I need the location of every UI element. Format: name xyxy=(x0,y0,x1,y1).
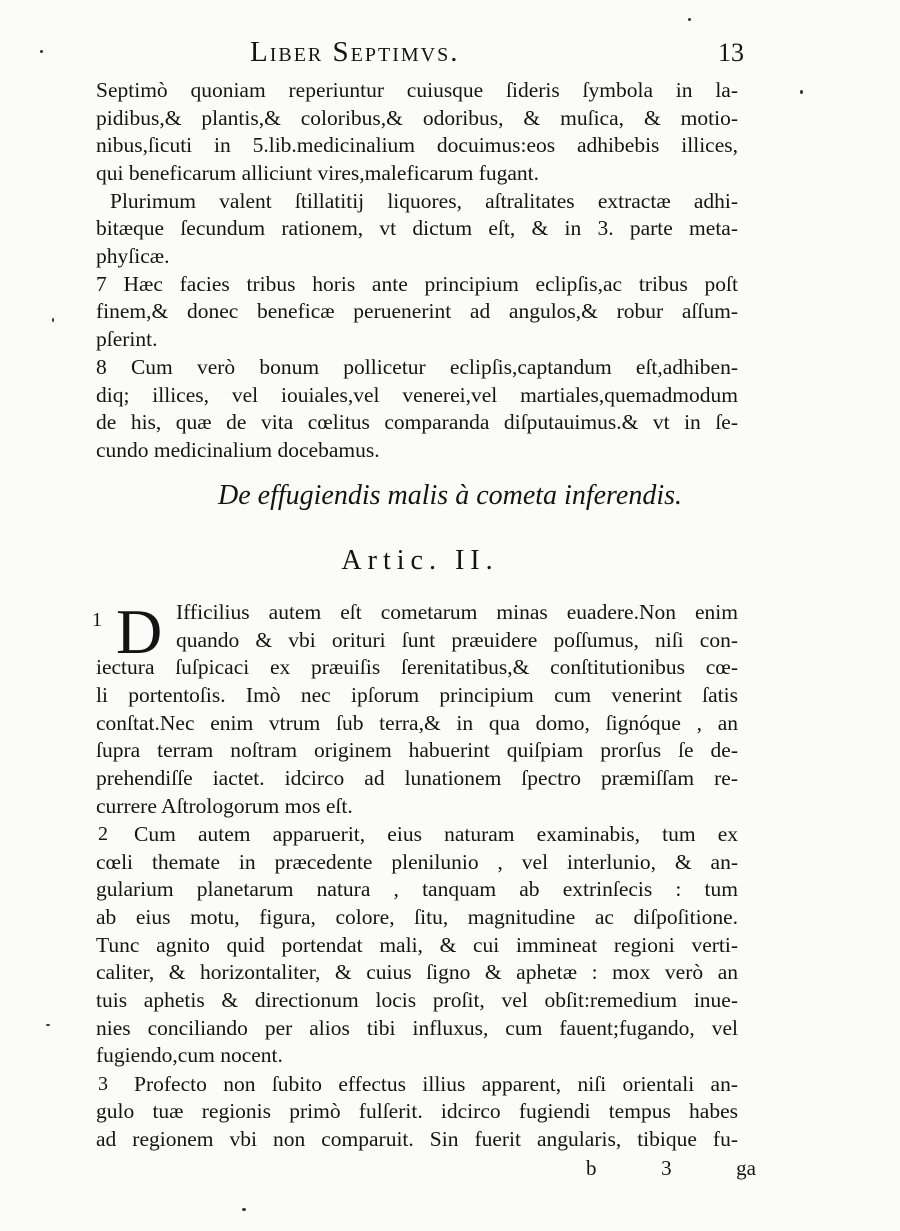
article-heading: Artic. II. xyxy=(341,545,499,576)
ink-speck xyxy=(40,50,43,53)
ink-speck xyxy=(52,318,54,322)
text-line: finem,& donec beneficæ peruenerint ad angulos,& robur aſſum- xyxy=(96,299,738,323)
text-line: gularium planetarum natura , tanquam ab extrinſecis : tum xyxy=(96,877,738,901)
text-line: gulo tuæ regionis primò fulſerit. idcirco fugiendi tempus habes xyxy=(96,1099,738,1123)
text-line: caliter, & horizontaliter, & cuius ſigno & aphetæ : mox verò an xyxy=(96,960,738,984)
section-title: De effugiendis malis à cometa inferendis. xyxy=(218,480,682,511)
text-line: fugiendo,cum nocent. xyxy=(96,1043,283,1067)
text-line: de his, quæ de vita cœlitus comparanda diſputauimus.& vt in ſe- xyxy=(96,410,738,434)
text-line: pſerint. xyxy=(96,327,158,351)
text-line: pidibus,& plantis,& coloribus,& odoribus, & muſica, & motio- xyxy=(96,106,738,130)
text-line: Septimò quoniam reperiuntur cuiusque ſideris ſymbola in la- xyxy=(96,78,738,102)
signature-number: 3 xyxy=(661,1156,672,1180)
text-line: nibus,ſicuti in 5.lib.medicinalium docuimus:eos adhibebis illices, xyxy=(96,133,738,157)
text-line: 8 Cum verò bonum pollicetur eclipſis,captandum eſt,adhiben- xyxy=(96,355,738,379)
footer-signature xyxy=(586,1156,756,1181)
running-title: Liber Septimvs. xyxy=(250,36,460,68)
paragraph-number: 3 xyxy=(98,1073,108,1095)
text-line: 7 Hæc facies tribus horis ante principium eclipſis,ac tribus poſt xyxy=(96,272,738,296)
drop-cap: D xyxy=(116,596,163,667)
text-line: li portentoſis. Imò nec ipſorum principium cum venerint ſatis xyxy=(96,683,738,707)
ink-speck xyxy=(688,18,691,21)
page-number: 13 xyxy=(718,38,744,67)
text-line: Ifficilius autem eſt cometarum minas euadere.Non enim xyxy=(176,600,738,624)
text-line: prehendiſſe iactet. idcirco ad lunationem ſpectro præmiſſam re- xyxy=(96,766,738,790)
text-line: Plurimum valent ſtillatitij liquores, aſtralitates extractæ adhi- xyxy=(110,189,738,213)
text-line: nies conciliando per alios tibi influxus, cum fauent;fugando, vel xyxy=(96,1016,738,1040)
ink-speck xyxy=(800,90,803,94)
text-line: Cum autem apparuerit, eius naturam examinabis, tum ex xyxy=(134,822,738,846)
text-line: cundo medicinalium docebamus. xyxy=(96,438,380,462)
text-line: ad regionem vbi non comparuit. Sin fuerit angularis, tibique fu- xyxy=(96,1127,738,1151)
text-line: Tunc agnito quid portendat mali, & cui immineat regioni verti- xyxy=(96,933,738,957)
running-head xyxy=(0,36,900,76)
text-line: ab eius motu, figura, colore, ſitu, magnitudine ac diſpoſitione. xyxy=(96,905,738,929)
text-line: phyſicæ. xyxy=(96,244,170,268)
text-line: currere Aſtrologorum mos eſt. xyxy=(96,794,353,818)
text-line: Profecto non ſubito effectus illius apparent, niſi orientali an- xyxy=(134,1072,738,1096)
text-line: cœli themate in præcedente plenilunio , vel interlunio, & an- xyxy=(96,850,738,874)
paragraph-number: 2 xyxy=(98,823,108,845)
text-line: tuis aphetis & directionum locis proſit, vel obſit:remedium inue- xyxy=(96,988,738,1012)
text-line: diq; illices, vel iouiales,vel venerei,vel martiales,quemadmodum xyxy=(96,383,738,407)
text-line: bitæque ſecundum rationem, vt dictum eſt, & in 3. parte meta- xyxy=(96,216,738,240)
signature-mark: b xyxy=(586,1156,597,1180)
text-line: ſupra terram noſtram originem habuerint quiſpiam prorſus ſe de- xyxy=(96,738,738,762)
paragraph-number: 1 xyxy=(92,609,102,631)
text-line: qui beneficarum alliciunt vires,maleficarum fugant. xyxy=(96,161,539,185)
text-line: quando & vbi orituri ſunt præuidere poſſumus, niſi con- xyxy=(176,628,738,652)
text-line: iectura ſuſpicaci ex præuiſis ſerenitatibus,& conſtitutionibus cœ- xyxy=(96,655,738,679)
ink-speck xyxy=(242,1208,246,1211)
ink-speck xyxy=(46,1024,50,1026)
text-line: conſtat.Nec enim vtrum ſub terra,& in qua domo, ſignóque , an xyxy=(96,711,738,735)
catchword: ga xyxy=(736,1156,756,1180)
